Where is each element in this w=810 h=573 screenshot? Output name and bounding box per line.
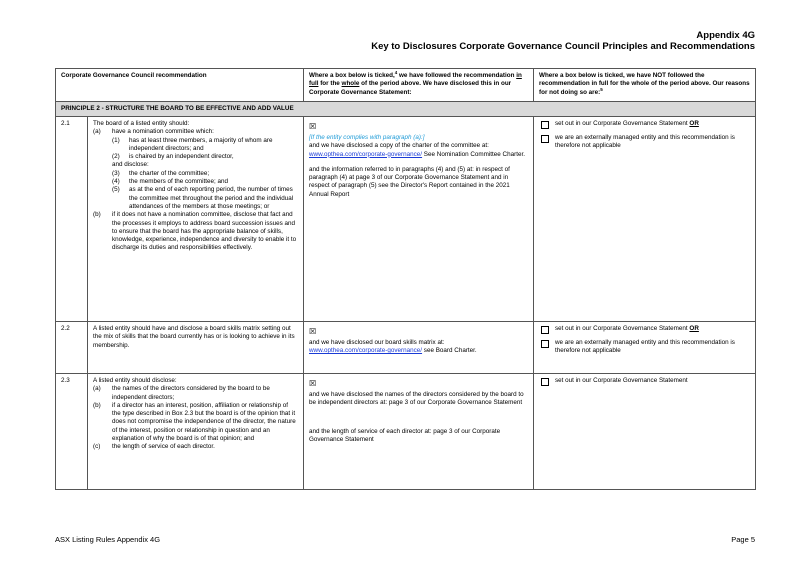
option-label: we are an externally managed entity and this recommendation is therefore not applicable xyxy=(555,134,735,150)
checkbox[interactable] xyxy=(541,135,549,143)
checkbox[interactable] xyxy=(541,326,549,334)
footer-left: ASX Listing Rules Appendix 4G xyxy=(55,535,161,544)
governance-link[interactable]: www.opthea.com/corporate-governance/ xyxy=(309,150,423,158)
item-label: (1) xyxy=(112,136,120,144)
list-item xyxy=(93,443,298,451)
disclosure-table xyxy=(55,68,756,490)
header-text: we have followed the recommendation xyxy=(397,72,517,79)
item-text: the members of the committee; and xyxy=(129,178,229,186)
list-item xyxy=(93,170,298,178)
not-followed-cell xyxy=(534,322,756,374)
recommendation-intro: The board of a listed entity should: xyxy=(93,120,190,127)
followed-cell xyxy=(304,322,534,374)
checked-checkbox[interactable]: ☒ xyxy=(309,327,317,336)
footnote-ref: 5 xyxy=(600,86,603,92)
option-text: set out in our Corporate Governance Statement xyxy=(555,120,690,127)
option-or: OR xyxy=(689,120,699,127)
principle-row xyxy=(56,102,756,117)
item-text: if it does not have a nomination committee, disclose that fact and the processes it employs to address board succession issues and to ensure that the board has the appropriate balance of skills, knowledge, experience, independence and diversity to enable it to discharge its duties and responsibilities effectively. xyxy=(112,211,297,252)
checkbox-option xyxy=(539,325,750,334)
instruction-note: [If the entity complies with paragraph (a):] xyxy=(309,134,425,141)
option-label: we are an externally managed entity and this recommendation is therefore not applicable xyxy=(555,339,735,355)
followed-cell xyxy=(304,374,534,490)
checkbox[interactable] xyxy=(541,121,549,129)
row-number: 2.1 xyxy=(56,117,88,322)
footnote-ref: 4 xyxy=(394,69,398,75)
item-text: the length of service of each director. xyxy=(112,443,215,451)
list-item xyxy=(93,137,298,154)
column-header-followed xyxy=(304,69,534,102)
disclosure-text: See Nomination Committee Charter. xyxy=(422,150,525,158)
disclosure-text: and the length of service of each director at: page 3 of our Corporate Governance Statement xyxy=(309,427,501,443)
item-label: (5) xyxy=(112,186,120,194)
item-label: (b) xyxy=(93,401,101,409)
not-followed-cell xyxy=(534,374,756,490)
disclosure-text: and we have disclosed the names of the directors considered by the board to be independent directors at: page 3 of our Corporate Governance Statement xyxy=(309,391,524,407)
column-header-not-followed xyxy=(534,69,756,102)
item-text: is chaired by an independent director, xyxy=(129,153,234,161)
disclosure-text: and we have disclosed a copy of the charter of the committee at: xyxy=(309,142,489,150)
table-row xyxy=(56,374,756,490)
table-row xyxy=(56,117,756,322)
page-header xyxy=(371,30,755,52)
item-label: (a) xyxy=(93,128,101,136)
checkbox[interactable] xyxy=(541,378,549,386)
disclosure-text: and we have disclosed our board skills matrix at: xyxy=(309,339,445,346)
item-label: (c) xyxy=(93,443,101,451)
list-item xyxy=(93,402,298,443)
disclosure-text: see Board Charter. xyxy=(422,347,477,355)
page-title: Key to Disclosures Corporate Governance Council Principles and Recommendations xyxy=(371,41,755,52)
item-label: (a) xyxy=(93,385,101,393)
item-label: (b) xyxy=(93,211,101,219)
option-or: OR xyxy=(689,325,699,332)
recommendation-cell: A listed entity should have and disclose a board skills matrix setting out the mix of skills that the board currently has or is looking to achieve in its membership. xyxy=(88,322,304,374)
not-followed-cell xyxy=(534,117,756,322)
checked-checkbox[interactable]: ☒ xyxy=(309,122,317,131)
recommendation-intro: A listed entity should disclose: xyxy=(93,377,177,384)
checked-checkbox[interactable]: ☒ xyxy=(309,379,317,388)
row-number: 2.3 xyxy=(56,374,88,490)
row-number: 2.2 xyxy=(56,322,88,374)
appendix-label: Appendix 4G xyxy=(696,30,755,41)
column-header-row xyxy=(56,69,756,102)
checkbox-option xyxy=(539,134,750,151)
recommendation-cell xyxy=(88,117,304,322)
disclosure-text: and the information referred to in paragraphs (4) and (5) at: in respect of paragraph (4) at page 3 of our Corporate Governance Statement and in respect of paragraph (5) see the Director's Report contained in the 2021 Annual Report xyxy=(309,165,510,198)
item-text: the charter of the committee; xyxy=(129,169,210,177)
item-text: as at the end of each reporting period, the number of times the committee met throughout the period and the individual attendances of the members at those meetings; or xyxy=(129,186,294,210)
item-text: and disclose: xyxy=(112,161,149,169)
list-item xyxy=(93,153,298,161)
item-text: has at least three members, a majority of whom are independent directors; and xyxy=(129,136,273,152)
header-emphasis: in full xyxy=(309,72,522,88)
item-text: the names of the directors considered by the board to be independent directors; xyxy=(112,385,270,401)
item-text: if a director has an interest, position, affiliation or relationship of the type described in Box 2.3 but the board is of the opinion that it does not compromise the independence of the director, the nature of the interest, position or relationship in question and an explanation of why the board is of that opinion; and xyxy=(112,401,296,443)
header-text: for the xyxy=(318,80,342,88)
option-label: set out in our Corporate Governance Statement xyxy=(555,377,688,384)
disclosure-text xyxy=(309,347,528,355)
item-text: have a nomination committee which: xyxy=(112,128,214,136)
header-text: Where a box below is ticked, xyxy=(309,72,395,79)
item-label: (3) xyxy=(112,169,120,177)
header-text: of the period above. We have disclosed this in our Corporate Governance Statement: xyxy=(309,80,512,96)
column-header-recommendation: Corporate Governance Council recommendation xyxy=(56,69,304,102)
list-item xyxy=(93,211,298,252)
option-label xyxy=(555,120,699,129)
list-item xyxy=(93,128,298,136)
table-row xyxy=(56,322,756,374)
page-number: Page 5 xyxy=(731,535,755,544)
header-emphasis: whole xyxy=(341,80,360,88)
option-label xyxy=(555,325,699,334)
followed-cell xyxy=(304,117,534,322)
header-text: Where a box below is ticked, we have NOT followed the recommendation in full for the whole of the period above. Our reasons for not doing so are: xyxy=(539,72,750,96)
checkbox-option xyxy=(539,377,750,386)
item-label: (4) xyxy=(112,178,120,186)
recommendation-cell xyxy=(88,374,304,490)
list-item xyxy=(93,186,298,211)
checkbox-option xyxy=(539,120,750,129)
item-label: (2) xyxy=(112,153,120,161)
governance-link[interactable]: www.opthea.com/corporate-governance/ xyxy=(309,347,423,355)
list-item xyxy=(93,385,298,402)
disclosure-text xyxy=(309,151,528,159)
checkbox[interactable] xyxy=(541,340,549,348)
principle-heading: PRINCIPLE 2 - STRUCTURE THE BOARD TO BE EFFECTIVE AND ADD VALUE xyxy=(56,102,756,117)
list-item xyxy=(93,178,298,186)
option-text: set out in our Corporate Governance Statement xyxy=(555,325,690,332)
checkbox-option xyxy=(539,339,750,356)
